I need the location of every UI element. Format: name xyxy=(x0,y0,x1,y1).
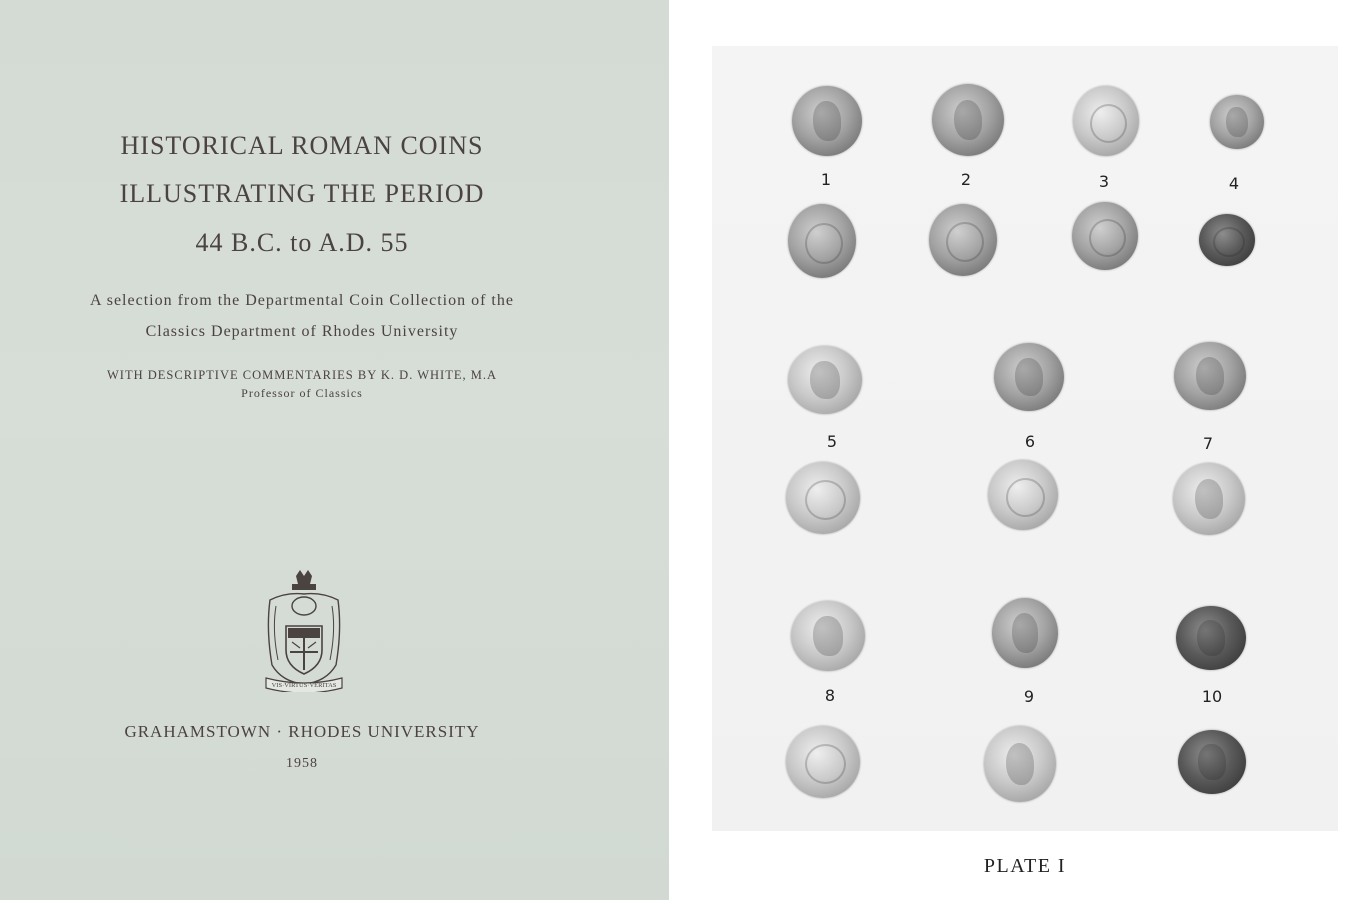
coin-1-obverse xyxy=(792,86,862,156)
coin-6-reverse xyxy=(988,460,1058,530)
book-cover xyxy=(0,0,669,900)
coin-9-reverse xyxy=(984,726,1056,802)
coin-number-7: 7 xyxy=(1202,434,1214,453)
commentary-line: WITH DESCRIPTIVE COMMENTARIES BY K. D. WHITE, M.A xyxy=(107,368,497,382)
coin-number-4: 4 xyxy=(1228,174,1240,193)
coin-1-reverse xyxy=(788,204,856,278)
crest-motto: VIS·VIRTUS·VERITAS xyxy=(271,682,337,689)
title-line-1: HISTORICAL ROMAN COINS xyxy=(120,131,484,160)
coin-number-2: 2 xyxy=(960,170,972,189)
coin-number-9: 9 xyxy=(1023,687,1035,706)
plate-caption: PLATE I xyxy=(983,855,1067,877)
coin-number-6: 6 xyxy=(1024,432,1036,451)
coin-number-10: 10 xyxy=(1201,687,1223,706)
coin-2-obverse xyxy=(932,84,1004,156)
coin-5-reverse xyxy=(786,462,860,534)
coin-4-reverse xyxy=(1199,214,1255,266)
title-line-3: 44 B.C. to A.D. 55 xyxy=(195,228,409,257)
coin-6-obverse xyxy=(994,343,1064,411)
author-title: Professor of Classics xyxy=(241,386,363,400)
coin-2-reverse xyxy=(929,204,997,276)
coin-8-reverse xyxy=(786,726,860,798)
title-line-2: ILLUSTRATING THE PERIOD xyxy=(119,179,485,208)
subtitle-line-2: Classics Department of Rhodes University xyxy=(145,323,459,340)
coin-5-obverse xyxy=(788,346,862,414)
subtitle-line-1: A selection from the Departmental Coin Collection of the xyxy=(90,292,514,309)
coin-7-reverse xyxy=(1173,463,1245,535)
coin-8-obverse xyxy=(791,601,865,671)
coin-10-obverse xyxy=(1176,606,1246,670)
coin-9-obverse xyxy=(992,598,1058,668)
publication-year: 1958 xyxy=(286,756,318,771)
coin-3-reverse xyxy=(1072,202,1138,270)
coin-number-5: 5 xyxy=(826,432,838,451)
publisher-line: GRAHAMSTOWN · RHODES UNIVERSITY xyxy=(124,722,480,741)
coin-4-obverse xyxy=(1210,95,1264,149)
coin-3-obverse xyxy=(1073,86,1139,156)
coin-10-reverse xyxy=(1178,730,1246,794)
coin-7-obverse xyxy=(1174,342,1246,410)
university-crest-icon xyxy=(262,570,346,692)
coin-number-3: 3 xyxy=(1098,172,1110,191)
coin-number-8: 8 xyxy=(824,686,836,705)
coin-plate xyxy=(712,46,1338,831)
coin-number-1: 1 xyxy=(820,170,832,189)
